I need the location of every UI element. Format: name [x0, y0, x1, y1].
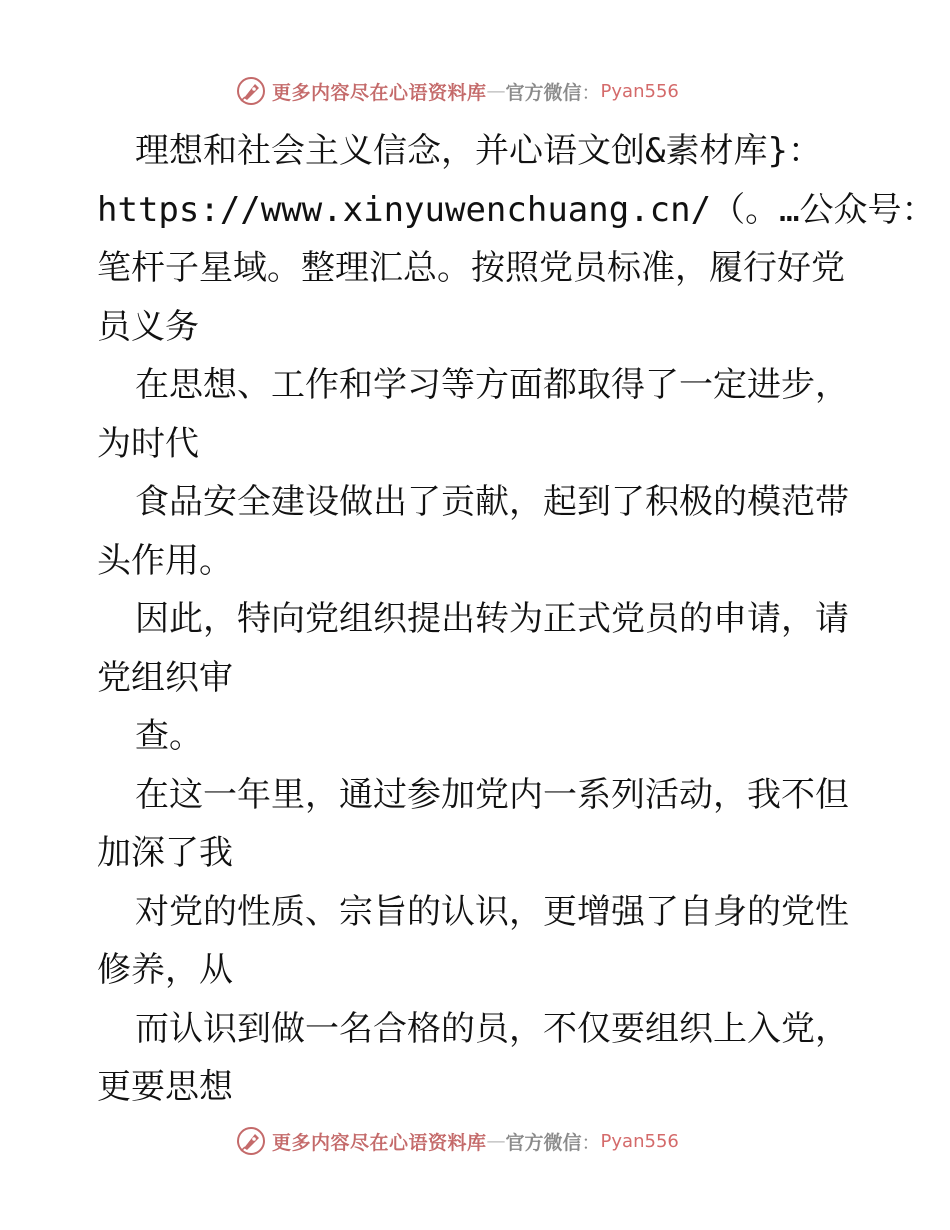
text-line: 更要思想 — [97, 1067, 233, 1107]
watermark-official-label: 官方微信 — [505, 81, 582, 104]
text-line: 党组织审 — [97, 657, 233, 698]
text-line-url: https://www.xinyuwenchuang.cn/（。…公众号： — [97, 189, 936, 230]
text-line: 修养，从 — [97, 950, 233, 990]
pen-nib-logo-icon — [236, 1126, 266, 1156]
watermark-official-label: 官方微信 — [505, 1131, 582, 1154]
text-line: 食品安全建设做出了贡献，起到了积极的模范带 — [135, 482, 849, 522]
watermark-brand: 更多内容尽在心语资料库 — [272, 81, 487, 104]
header-watermark — [236, 74, 716, 108]
watermark-dash: — — [486, 80, 506, 102]
text-line: 在这一年里，通过参加党内一系列活动，我不但 — [135, 774, 849, 815]
watermark-brand: 更多内容尽在心语资料库 — [272, 1131, 487, 1154]
text-line: 员义务 — [97, 306, 199, 347]
text-line: 为时代 — [97, 423, 199, 464]
footer-watermark — [236, 1124, 716, 1158]
text-line: 加深了我 — [97, 833, 233, 873]
text-line: 对党的性质、宗旨的认识，更增强了自身的党性 — [135, 891, 849, 932]
watermark-separator: ： — [581, 81, 601, 104]
text-line: 在思想、工作和学习等方面都取得了一定进步， — [135, 365, 849, 405]
document-body — [97, 122, 936, 1117]
watermark-wechat-id: Pyan556 — [600, 80, 679, 102]
text-line: 因此，特向党组织提出转为正式党员的申请，请 — [135, 599, 849, 639]
pen-nib-logo-icon — [236, 76, 266, 106]
text-line: 而认识到做一名合格的员，不仅要组织上入党， — [135, 1008, 849, 1049]
text-line: 笔杆子星域。整理汇总。按照党员标准，履行好党 — [97, 248, 845, 288]
watermark-separator: ： — [581, 1131, 601, 1154]
watermark-wechat-id: Pyan556 — [600, 1130, 679, 1152]
text-line: 头作用。 — [97, 540, 233, 581]
watermark-dash: — — [486, 1130, 506, 1152]
text-line: 查。 — [135, 716, 203, 756]
text-line: 理想和社会主义信念，并心语文创&素材库}： — [135, 131, 822, 171]
